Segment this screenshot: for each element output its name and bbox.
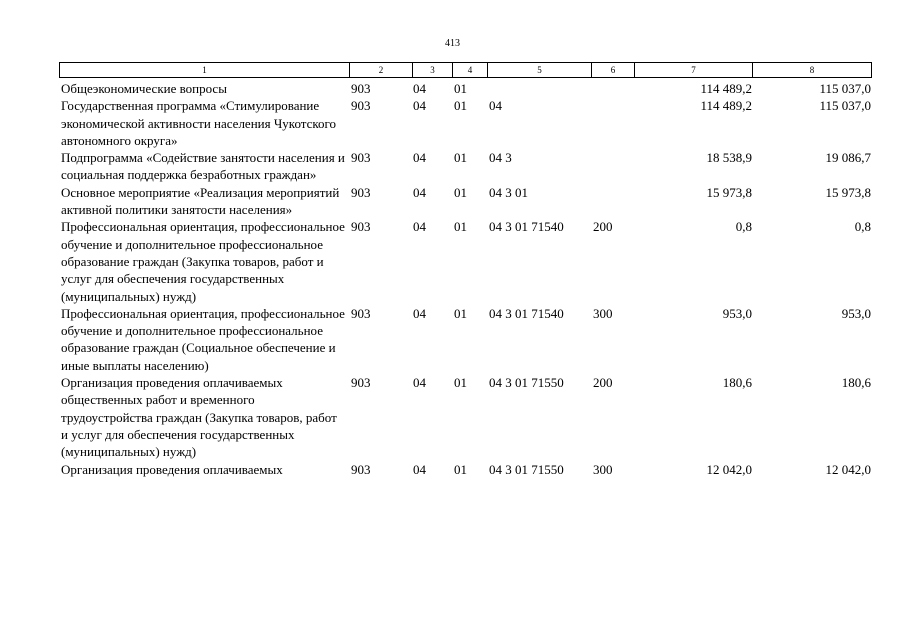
column-header-7: 7 [635,63,753,77]
row-code-6 [591,184,634,219]
row-description: Общеэкономические вопросы [61,81,227,96]
row-description: Организация проведения оплачиваемых [61,461,283,477]
row-code-3: 04 [413,98,426,114]
row-code-3: 04 [413,461,426,477]
row-code-5: 04 3 [489,150,512,166]
row-code-2: 903 [351,184,371,200]
row-code-6: 200 [593,375,613,391]
row-description: Подпрограмма «Содействие занятости населения и социальная поддержка безработных граждан» [61,150,345,183]
row-code-4: 01 [454,305,467,321]
row-code-3: 04 [413,184,426,200]
row-code-3: 04 [413,81,426,96]
column-header-6: 6 [592,63,635,77]
row-code-5: 04 [489,98,502,114]
row-code-2: 903 [351,81,371,96]
row-amount-8: 115 037,0 [819,81,871,96]
table-row [59,184,877,219]
table-row [59,218,877,304]
row-amount-7: 18 538,9 [706,150,752,166]
row-code-6 [591,80,634,97]
row-amount-7: 15 973,8 [706,184,752,200]
row-amount-8: 15 973,8 [825,184,871,200]
row-description: Профессиональная ориентация, профессиональное обучение и дополнительное профессиональное образование граждан (Социальное обеспечение и иные выплаты населению) [61,305,345,373]
row-code-2: 903 [351,461,371,477]
row-amount-7: 114 489,2 [700,98,752,114]
table-row [59,80,877,97]
row-description: Организация проведения оплачиваемых общественных работ и временного трудоустройства граждан (Закупка товаров, работ и услуг для обеспечения государственных (муниципальных) нужд) [61,375,337,460]
row-code-5: 04 3 01 [489,184,528,200]
row-code-4: 01 [454,184,467,200]
row-code-4: 01 [454,461,467,477]
row-amount-8: 12 042,0 [825,461,871,477]
row-code-5: 04 3 01 71540 [489,219,564,235]
table-row [59,461,877,478]
column-header-2: 2 [350,63,413,77]
row-code-6: 300 [593,461,613,477]
row-code-3: 04 [413,375,426,391]
row-amount-7: 114 489,2 [700,81,752,96]
row-amount-7: 0,8 [735,219,752,235]
row-code-5: 04 3 01 71540 [489,305,564,321]
row-code-2: 903 [351,375,371,391]
row-code-4: 01 [454,219,467,235]
row-code-4: 01 [454,98,467,114]
row-code-3: 04 [413,305,426,321]
column-header-4: 4 [453,63,488,77]
row-code-6: 300 [593,305,613,321]
table-body [59,80,877,478]
row-code-3: 04 [413,150,426,166]
row-amount-8: 19 086,7 [825,150,871,166]
row-code-4: 01 [454,150,467,166]
table-row [59,305,877,374]
row-code-2: 903 [351,219,371,235]
row-code-2: 903 [351,305,371,321]
page-number: 413 [445,38,460,49]
row-description: Государственная программа «Стимулирование экономической активности населения Чукотского автономного округа» [61,98,337,148]
row-code-4: 01 [454,375,467,391]
row-code-3: 04 [413,219,426,235]
row-description: Профессиональная ориентация, профессиональное обучение и дополнительное профессиональное образование граждан (Закупка товаров, работ и услуг для обеспечения государственных (муниципальных) нужд) [61,219,345,304]
row-description: Основное мероприятие «Реализация мероприятий активной политики занятости населения» [61,184,340,218]
column-header-8: 8 [753,63,872,77]
column-header-3: 3 [413,63,453,77]
row-code-2: 903 [351,98,371,114]
row-amount-8: 953,0 [841,305,871,321]
column-header-5: 5 [488,63,592,77]
row-code-6: 200 [593,219,613,235]
row-amount-7: 953,0 [722,305,752,321]
row-amount-8: 115 037,0 [819,98,871,114]
table-row [59,97,877,149]
row-code-5 [487,80,591,97]
row-code-6 [591,149,634,184]
table-row [59,374,877,460]
row-amount-8: 0,8 [854,219,871,235]
row-code-5: 04 3 01 71550 [489,375,564,391]
row-amount-8: 180,6 [841,375,871,391]
column-header-1: 1 [60,63,350,77]
row-code-2: 903 [351,150,371,166]
table-header [59,62,872,78]
row-code-6 [591,97,634,149]
row-amount-7: 12 042,0 [706,461,752,477]
table-row [59,149,877,184]
row-amount-7: 180,6 [722,375,752,391]
row-code-5: 04 3 01 71550 [489,461,564,477]
row-code-4: 01 [454,81,467,96]
